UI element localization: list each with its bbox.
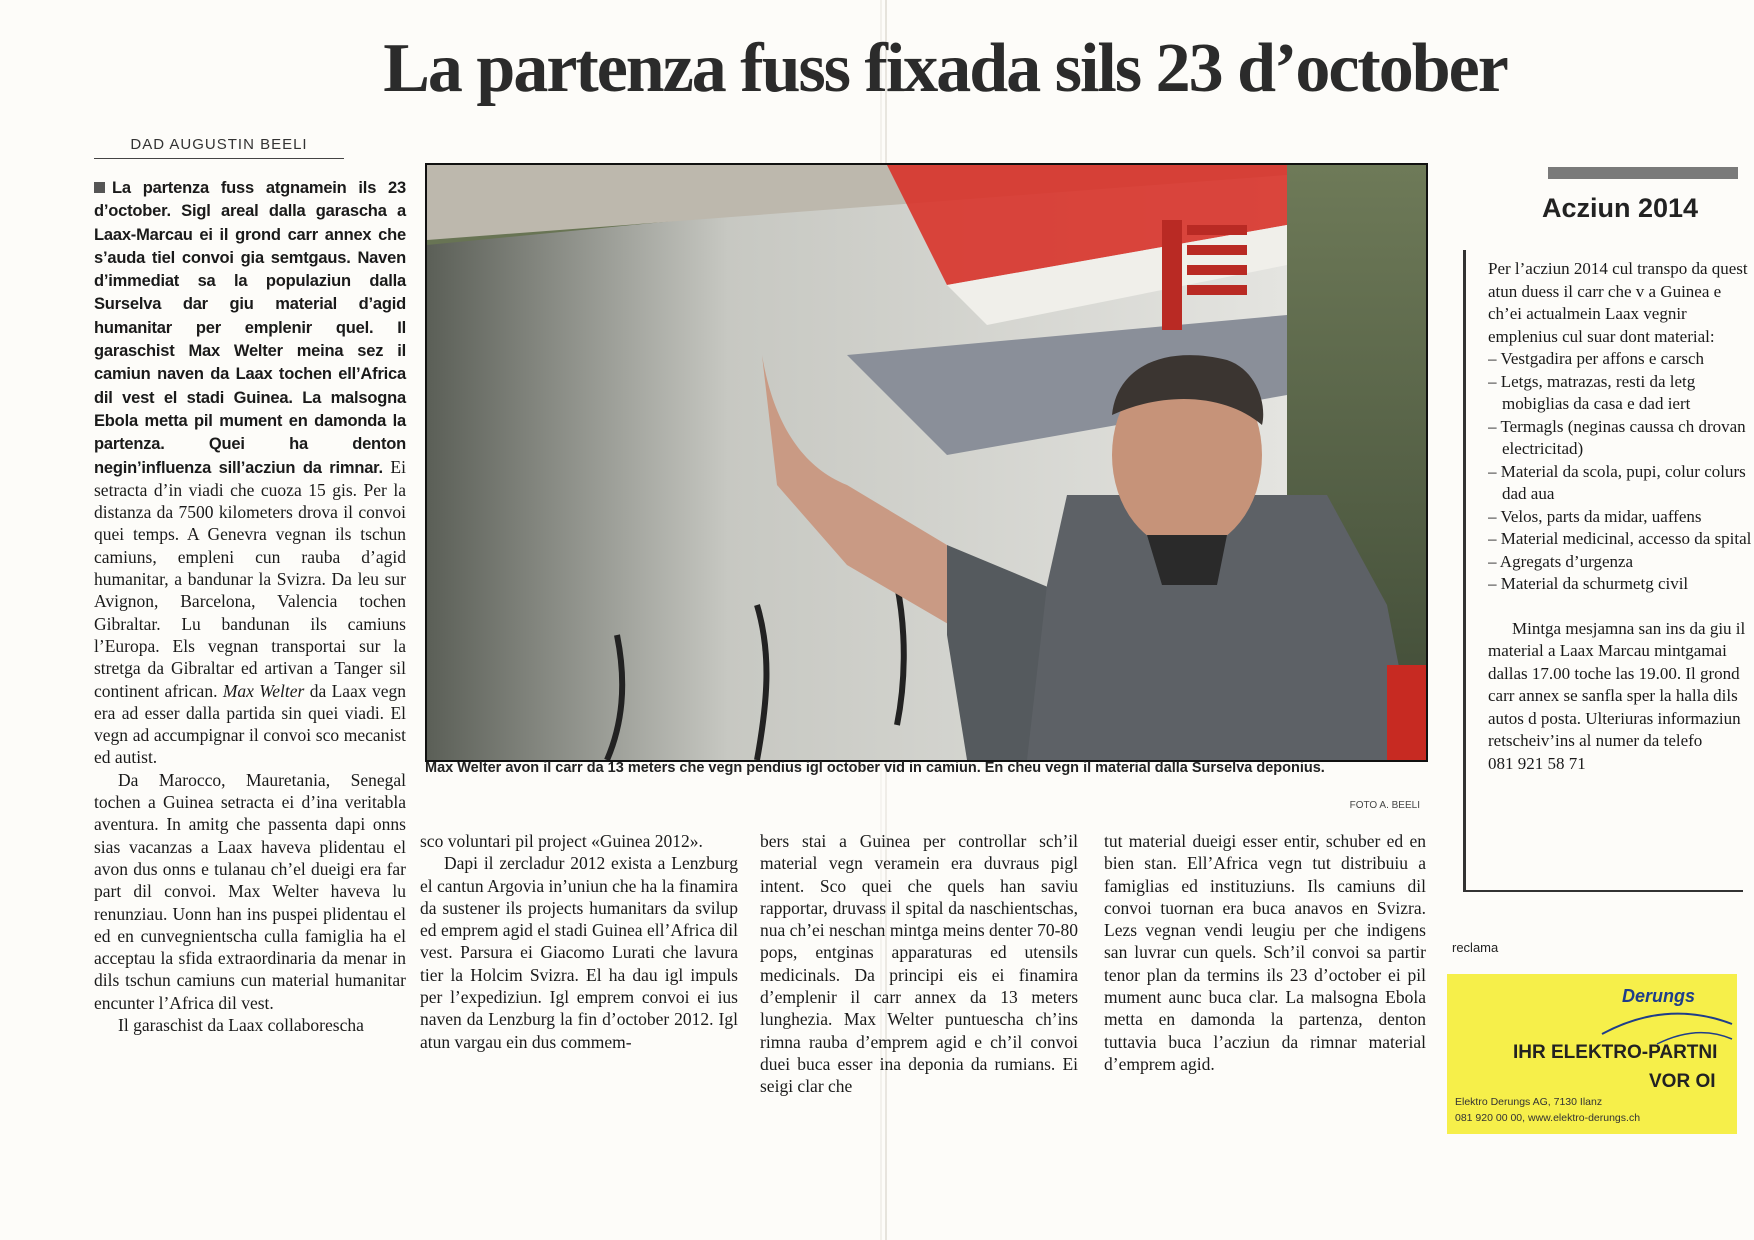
sidebox-list-item: – Termagls (neginas caussa ch drovan electricitad) [1488, 416, 1746, 458]
lead-paragraph: La partenza fuss atgnamein ils 23 d’october. Sigl areal dalla garascha a Laax-Marcau ei il grond carr annex che s’auda tiel convoi gia semtgaus. Naven d’immediat sa la populaziun dalla Surselva dar giu material d’agid humanitar per emplenir quel. Il garaschist Max Welter meina sez il camiun naven da Laax tochen ell’Africa dil vest el stadi Guinea. La malsogna Ebola metta pil mument en damonda la partenza. Quei ha denton negin’influenza sill’acziun da rimnar. [94, 179, 406, 477]
ad-line-2: VOR OI [1649, 1071, 1716, 1092]
sidebox-title: Acziun 2014 [1542, 193, 1699, 223]
ad-line-1: IHR ELEKTRO-PARTNI [1513, 1042, 1718, 1063]
ad-brand: Derungs [1622, 986, 1696, 1006]
truck-photo-illustration [427, 165, 1426, 760]
sidebox-top-bar [1548, 167, 1738, 179]
article-photo [425, 163, 1428, 762]
article-column-2 [420, 830, 738, 1053]
paragraph-2: Da Marocco, Mauretania, Senegal tochen a Guinea setracta ei d’ina veritabla aventura. In amitg che passenta dapi onns sias vacanzas a Laax haveva plidentau el avon dus onns e tulanau ch’el dueigi era far part dil convoi. Max Welter haveva lu renunziau. Uonn han ins puspei plidentau el ed en cunvegnientscha culla famiglia ha el acceptau la sfida extraordinaria da menar in dils tschun camiuns cun material humanitar encunter l’Africa dil vest. [94, 769, 406, 1013]
sidebox-list-item: – Velos, parts da midar, uaffens [1488, 506, 1702, 526]
ad-contact: 081 920 00 00, www.elektro-derungs.ch [1455, 1112, 1641, 1124]
sidebox-bottom-rule [1463, 890, 1743, 892]
photo-caption: Max Welter avon il carr da 13 meters che vegn pendius igl october vid in camiun. En cheu vegn il material dalla Surselva deponius. [425, 760, 1325, 776]
sidebox-list-item: – Material da scola, pupi, colur colurs dad aua [1488, 461, 1746, 503]
article-headline: La partenza fuss fixada sils 23 d’october [383, 30, 1507, 107]
article-column-3 [760, 830, 1078, 1098]
byline-rule [94, 158, 344, 159]
column-3-text: bers stai a Guinea per controllar sch’il material vegn veramein era duvraus pigl intent. Sco quei che quels han saviu rapportar, druvass il spital da naschientschas, nua ch’ei neschan mintga meins denter 70-80 pops, entginas apparaturas ed utensils medicinals. Da principi eis ei finamira d’emplenir il carr annex da 13 meters lunghezia. Max Welter puntuescha ch’ins rimna rauba d’emprem agid e ch’il convoi duei buca esser ina deponia da rumians. Ei seigi clar che [760, 831, 1078, 1097]
sidebox-list [1488, 348, 1754, 596]
sidebox-list-item: – Agregats d’urgenza [1488, 551, 1634, 571]
sidebox-intro: Per l’acziun 2014 cul transpo da quest atun duess il carr che v a Guinea e ch’ei actualmein Laax vegnir emplenius cul suar dont material: [1488, 259, 1748, 346]
sidebox-phone: 081 921 58 71 [1488, 753, 1586, 773]
sidebox-left-rule [1463, 250, 1466, 890]
article-column-4 [1104, 830, 1426, 1075]
column-4-text: tut material dueigi esser entir, schuber ed en bien stan. Ell’Africa vegn tut distribuiu a famiglias ed instituziuns. Ils camiuns dil convoi tuornan era buca anavos en Svizra. Lezs vegnan vendi leugiu per che indigens san luvrar cun quels. Sch’il convoi sa partir tenor plan da termins ils 23 d’october ei pil mument aunc buca clar. La malsogna Ebola metta en damonda la partenza, denton tuttavia buca l’acziun da rimnar material d’emprem agid. [1104, 831, 1426, 1074]
body-text: Ei setracta d’in viadi che cuoza 15 gis. Per la distanza da 7500 kilometers drova il convoi quei temps. A Genevra vegnan ils tschun camiuns, empleni cun rauba d’agid humanitar, a bandunar la Svizra. Da leu sur Avignon, Barcelona, Valencia tochen Gibraltar. Lu bandunan ils camiuns l’Europa. Els vegnan transportai sur la stretga da Gibraltar ed artivan a Tanger sil continent african. [94, 456, 406, 701]
sidebox-outro: Mintga mesjamna san ins da giu il material a Laax Marcau mintgamai dallas 17.00 toche las 19.00. Il grond carr annex se sanfla sper la halla dils autos d posta. Ulteriuras informaziun retscheiv’ins al numer da telefo [1488, 618, 1746, 750]
sidebox-content [1488, 258, 1754, 775]
column-2-text: sco voluntari pil project «Guinea 2012». [420, 831, 703, 851]
ad-company: Elektro Derungs AG, 7130 Ilanz [1455, 1096, 1603, 1108]
name-italic: Max Welter [222, 680, 305, 701]
lead-square-icon [94, 182, 105, 193]
advertisement[interactable] [1447, 974, 1737, 1134]
sidebox-list-item: – Material medicinal, accesso da spital [1488, 529, 1752, 548]
sidebox-list-item: – Vestgadira per affons e carsch [1488, 349, 1705, 368]
ad-label: reclama [1452, 940, 1499, 955]
sidebox-list-item: – Letgs, matrazas, resti da letg mobiglias da casa e dad iert [1488, 371, 1696, 413]
column-2-paragraph-2: Dapi il zercladur 2012 exista a Lenzburg el cantun Argovia in’uniun che ha la finamira da sustener ils projects humanitars da svilup ed emprem agid el stadi Guinea ell’Africa dil vest. Parsura ei Giacomo Lurati che lavura tier la Holcim Svizra. El ha dau igl impuls per l’expediziun. Igl emprem convoi ei ius naven da Lenzburg la fin d’october 2012. Igl atun vargau ein dus commem- [420, 853, 738, 1052]
body-text: da Laax vegn era ad esser dalla partida sin quei viadi. El vegn ad accumpignar il convoi sco mecanist ed autist. [94, 680, 406, 768]
photo-credit: FOTO A. BEELI [1349, 800, 1420, 811]
byline: DAD AUGUSTIN BEELI [130, 136, 308, 153]
article-column-1 [94, 176, 406, 1036]
paragraph-3: Il garaschist da Laax collaborescha [118, 1014, 364, 1035]
sidebox-list-item: – Material da schurmetg civil [1488, 574, 1689, 593]
